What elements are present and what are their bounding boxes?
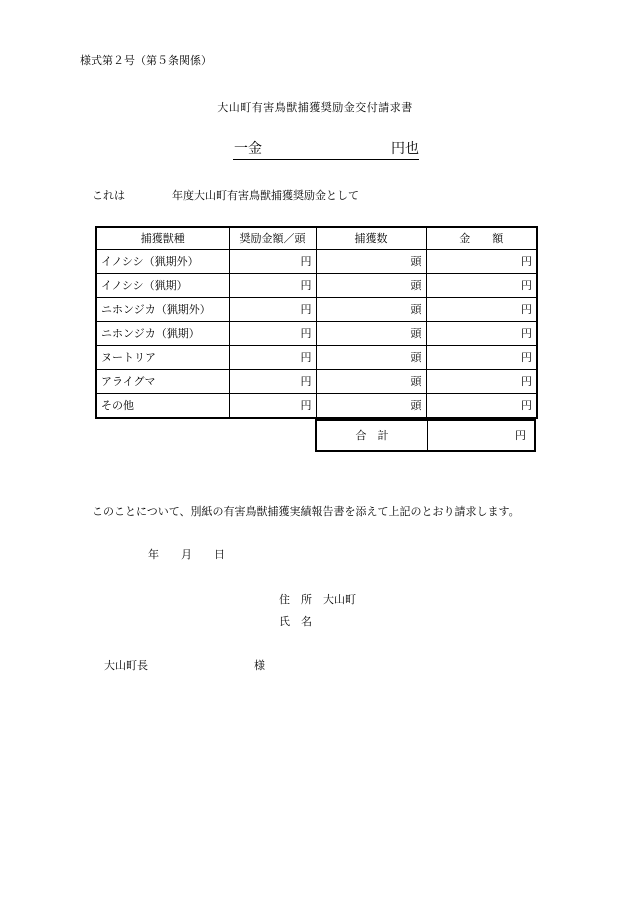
species-cell: ニホンジカ（猟期外） bbox=[96, 298, 229, 322]
rate-cell: 円 bbox=[229, 370, 316, 394]
total-amount-cell: 円 bbox=[428, 420, 536, 451]
count-cell: 頭 bbox=[316, 298, 426, 322]
count-cell: 頭 bbox=[316, 370, 426, 394]
count-cell: 頭 bbox=[316, 322, 426, 346]
header-rate: 奨励金額／頭 bbox=[229, 227, 316, 250]
header-count: 捕獲数 bbox=[316, 227, 426, 250]
recipient-honorific: 様 bbox=[254, 659, 265, 672]
amount-prefix: 一金 bbox=[234, 141, 262, 157]
header-species: 捕獲獣種 bbox=[96, 227, 229, 250]
applicant-name: 氏 名 bbox=[279, 615, 312, 628]
rate-cell: 円 bbox=[229, 250, 316, 274]
amount-suffix: 円也 bbox=[391, 141, 419, 157]
count-cell: 頭 bbox=[316, 250, 426, 274]
document-title: 大山町有害鳥獣捕獲奨励金交付請求書 bbox=[217, 101, 413, 114]
total-row bbox=[316, 420, 535, 451]
species-cell: イノシシ（猟期外） bbox=[96, 250, 229, 274]
total-table bbox=[315, 419, 536, 452]
recipient-title: 大山町長 bbox=[104, 659, 148, 672]
table-row bbox=[96, 298, 537, 322]
count-cell: 頭 bbox=[316, 394, 426, 419]
rate-cell: 円 bbox=[229, 322, 316, 346]
table-row bbox=[96, 346, 537, 370]
rate-cell: 円 bbox=[229, 394, 316, 419]
amount-line bbox=[233, 142, 419, 160]
amount-cell: 円 bbox=[426, 322, 537, 346]
rate-cell: 円 bbox=[229, 274, 316, 298]
amount-cell: 円 bbox=[426, 346, 537, 370]
amount-cell: 円 bbox=[426, 298, 537, 322]
date-line: 年 月 日 bbox=[148, 548, 225, 561]
intro-phrase: 年度大山町有害鳥獣捕獲奨励金として bbox=[172, 189, 359, 202]
table-row bbox=[96, 370, 537, 394]
table-row bbox=[96, 322, 537, 346]
amount-cell: 円 bbox=[426, 370, 537, 394]
count-cell: 頭 bbox=[316, 274, 426, 298]
total-label: 合 計 bbox=[316, 420, 428, 451]
table-header-row bbox=[96, 227, 537, 250]
request-statement: このことについて、別紙の有害鳥獣捕獲実績報告書を添えて上記のとおり請求します。 bbox=[92, 505, 520, 518]
applicant-address: 住 所 大山町 bbox=[279, 593, 356, 606]
table-row bbox=[96, 250, 537, 274]
table-row bbox=[96, 274, 537, 298]
species-cell: その他 bbox=[96, 394, 229, 419]
amount-cell: 円 bbox=[426, 274, 537, 298]
header-amount: 金 額 bbox=[426, 227, 537, 250]
intro-lead: これは bbox=[92, 189, 125, 202]
capture-table bbox=[95, 226, 538, 419]
species-cell: ヌートリア bbox=[96, 346, 229, 370]
count-cell: 頭 bbox=[316, 346, 426, 370]
table-row bbox=[96, 394, 537, 419]
species-cell: イノシシ（猟期） bbox=[96, 274, 229, 298]
species-cell: ニホンジカ（猟期） bbox=[96, 322, 229, 346]
amount-cell: 円 bbox=[426, 394, 537, 419]
rate-cell: 円 bbox=[229, 346, 316, 370]
species-cell: アライグマ bbox=[96, 370, 229, 394]
amount-cell: 円 bbox=[426, 250, 537, 274]
rate-cell: 円 bbox=[229, 298, 316, 322]
form-number: 様式第２号（第５条関係） bbox=[80, 54, 212, 67]
